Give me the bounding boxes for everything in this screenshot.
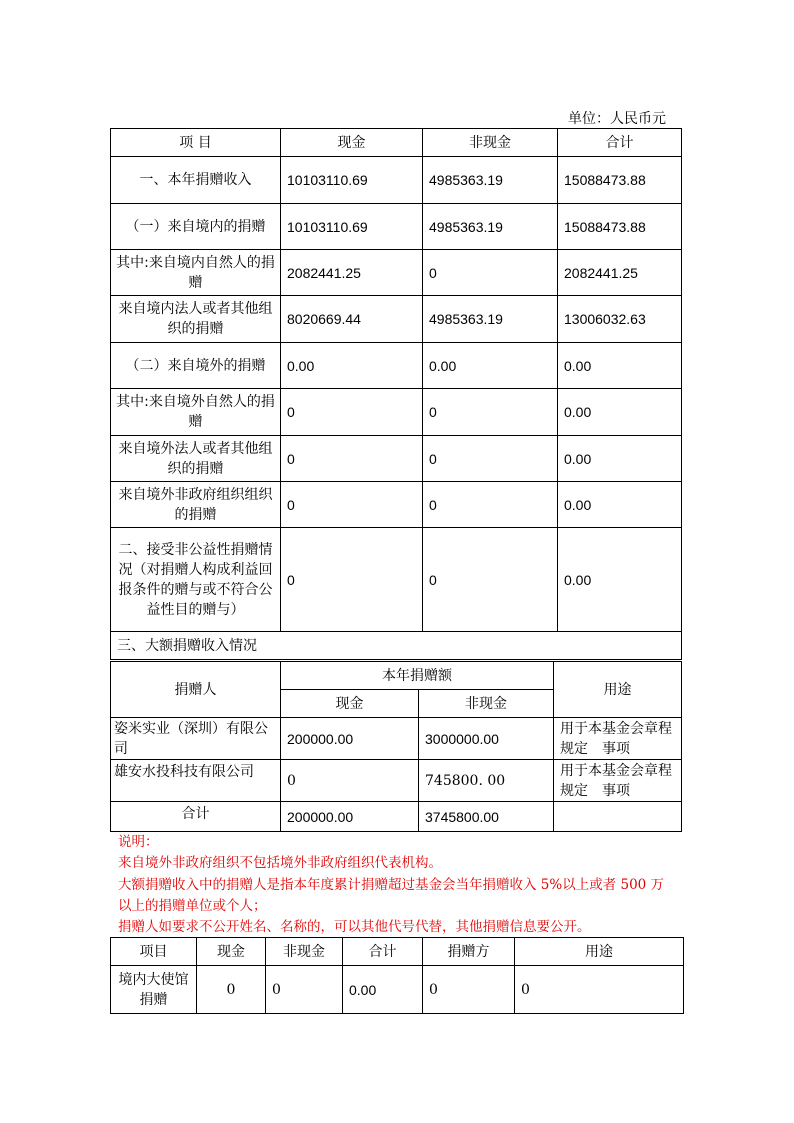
header-use: 用途 (515, 938, 684, 966)
table-header-row (111, 938, 684, 966)
row-item: （二）来自境外的捐赠 (111, 343, 281, 389)
donor-name: 姿米实业（深圳）有限公司 (111, 718, 281, 760)
row-total: 0.00 (558, 482, 682, 528)
row-item: 来自境外非政府组织组织的捐赠 (111, 482, 281, 528)
header-use: 用途 (554, 662, 682, 718)
row-total: 15088473.88 (558, 157, 682, 204)
embassy-total: 0.00 (343, 966, 423, 1014)
row-item: 二、接受非公益性捐赠情况（对捐赠人构成利益回报条件的赠与或不符合公益性目的赠与） (111, 528, 281, 632)
note-line: 大额捐赠收入中的捐赠人是指本年度累计捐赠超过基金会当年捐赠收入 5%以上或者 500 万 (118, 876, 665, 893)
note-line: 说明： (118, 834, 159, 850)
row-noncash: 4985363.19 (423, 157, 558, 204)
total-label: 合计 (111, 802, 281, 832)
donor-use: 用于本基金会章程规定 事项 (554, 760, 682, 802)
donor-cash: 0 (281, 760, 419, 802)
row-cash: 0 (281, 482, 423, 528)
table-row (111, 718, 682, 760)
table-header-row (111, 129, 682, 157)
row-item: 其中:来自境外自然人的捐赠 (111, 389, 281, 436)
total-noncash: 3745800.00 (419, 802, 554, 832)
table-row (111, 296, 682, 343)
row-item: （一）来自境内的捐赠 (111, 204, 281, 250)
note-line: 来自境外非政府组织不包括境外非政府组织代表机构。 (118, 855, 442, 872)
embassy-donor: 0 (423, 966, 515, 1014)
donation-income-table (110, 128, 682, 660)
row-total: 2082441.25 (558, 250, 682, 296)
donor-noncash: 3000000.00 (419, 718, 554, 760)
row-cash: 10103110.69 (281, 157, 423, 204)
row-cash: 0 (281, 389, 423, 436)
row-noncash: 0 (423, 436, 558, 482)
unit-label: 单位：人民币元 (568, 111, 666, 127)
table-row (111, 389, 682, 436)
row-cash: 0 (281, 528, 423, 632)
header-donor: 捐赠人 (111, 662, 281, 718)
embassy-use: 0 (515, 966, 684, 1014)
notes (118, 832, 688, 938)
row-total: 0.00 (558, 436, 682, 482)
table-row (111, 436, 682, 482)
table-row (111, 343, 682, 389)
table-row (111, 250, 682, 296)
row-total: 15088473.88 (558, 204, 682, 250)
header-noncash: 非现金 (266, 938, 343, 966)
row-cash: 8020669.44 (281, 296, 423, 343)
header-cash: 现金 (281, 690, 419, 718)
row-total: 13006032.63 (558, 296, 682, 343)
embassy-noncash: 0 (266, 966, 343, 1014)
row-item: 来自境内法人或者其他组织的捐赠 (111, 296, 281, 343)
header-cash: 现金 (281, 129, 423, 157)
row-noncash: 0 (423, 389, 558, 436)
embassy-donation-table (110, 937, 684, 1014)
row-cash: 10103110.69 (281, 204, 423, 250)
row-noncash: 0 (423, 482, 558, 528)
table-row (111, 966, 684, 1014)
note-line: 以上的捐赠单位或个人； (118, 897, 267, 914)
row-total: 0.00 (558, 389, 682, 436)
table-row (111, 528, 682, 632)
row-cash: 2082441.25 (281, 250, 423, 296)
row-noncash: 4985363.19 (423, 204, 558, 250)
header-total: 合计 (343, 938, 423, 966)
note-line: 捐赠人如要求不公开姓名、名称的，可以其他代号代替，其他捐赠信息要公开。 (118, 919, 591, 936)
donor-noncash: 745800. 00 (419, 760, 554, 802)
embassy-cash: 0 (197, 966, 266, 1014)
large-donations-table (110, 661, 682, 832)
row-cash: 0 (281, 436, 423, 482)
table-row (111, 157, 682, 204)
header-total: 合计 (558, 129, 682, 157)
embassy-item: 境内大使馆捐赠 (111, 966, 197, 1014)
row-total: 0.00 (558, 528, 682, 632)
header-item: 项 目 (111, 129, 281, 157)
row-noncash: 4985363.19 (423, 296, 558, 343)
total-row (111, 802, 682, 832)
row-item: 来自境外法人或者其他组织的捐赠 (111, 436, 281, 482)
header-item: 项目 (111, 938, 197, 966)
large-donations-title: 三、大额捐赠收入情况 (111, 632, 682, 660)
row-total: 0.00 (558, 343, 682, 389)
row-item: 一、本年捐赠收入 (111, 157, 281, 204)
row-noncash: 0 (423, 528, 558, 632)
total-cash: 200000.00 (281, 802, 419, 832)
section-title-row (111, 632, 682, 660)
total-use (554, 802, 682, 832)
header-noncash: 非现金 (423, 129, 558, 157)
table-row (111, 204, 682, 250)
row-noncash: 0 (423, 250, 558, 296)
row-noncash: 0.00 (423, 343, 558, 389)
donor-name: 雄安水投科技有限公司 (111, 760, 281, 802)
header-cash: 现金 (197, 938, 266, 966)
table-header-row (111, 662, 682, 690)
table-row (111, 482, 682, 528)
row-item: 其中:来自境内自然人的捐赠 (111, 250, 281, 296)
row-cash: 0.00 (281, 343, 423, 389)
header-amount: 本年捐赠额 (281, 662, 554, 690)
header-noncash: 非现金 (419, 690, 554, 718)
donor-use: 用于本基金会章程规定 事项 (554, 718, 682, 760)
header-donor: 捐赠方 (423, 938, 515, 966)
table-row (111, 760, 682, 802)
donor-cash: 200000.00 (281, 718, 419, 760)
